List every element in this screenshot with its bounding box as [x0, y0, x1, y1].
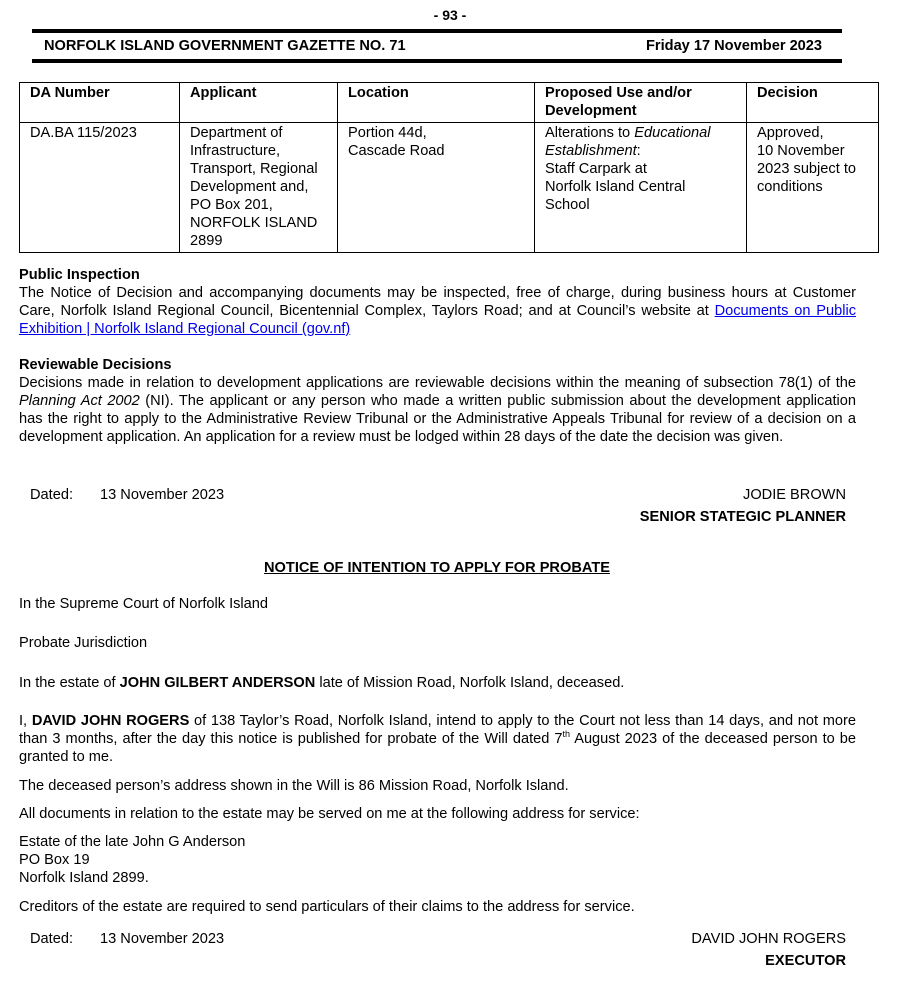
use-line-1 [545, 124, 736, 142]
creditors-statement: Creditors of the estate are required to send particulars of their claims to the address for service. [19, 899, 635, 915]
public-inspection-heading: Public Inspection [19, 267, 140, 283]
table-row [20, 123, 879, 253]
location-line: Cascade Road [348, 143, 445, 159]
col-header-applicant: Applicant [180, 83, 338, 123]
estate-post: late of Mission Road, Norfolk Island, deceased. [315, 675, 625, 691]
planning-act: Planning Act 2002 [19, 393, 140, 409]
gazette-title: NORFOLK ISLAND GOVERNMENT GAZETTE NO. 71 [44, 38, 406, 54]
decision-line: Approved, [757, 125, 824, 141]
cell-applicant [180, 123, 338, 253]
col-header-decision: Decision [747, 83, 879, 123]
signoff-1-name: JODIE BROWN [743, 487, 846, 503]
public-inspection-text [19, 284, 856, 338]
intent-end: August 2023 of the deceased person to be granted to me. [19, 731, 856, 765]
applicant-line: Department of [190, 125, 283, 141]
cell-da-number [20, 123, 180, 253]
cell-decision [747, 123, 879, 253]
estate-pre: In the estate of [19, 675, 120, 691]
use-italic-2: Establishment [545, 143, 637, 159]
use-colon: : [636, 143, 641, 159]
decision-line: 10 November [757, 143, 845, 159]
executor-name-inline: DAVID JOHN ROGERS [31, 713, 190, 729]
signoff-2-name: DAVID JOHN ROGERS [691, 931, 846, 947]
applicant-line: Development and, [190, 179, 309, 195]
signoff-2-dated-label: Dated: [30, 931, 73, 947]
public-exhibition-link[interactable]: Documents on Public Exhibition | Norfolk Island Regional Council (gov.nf) [19, 303, 856, 337]
applicant-line: Transport, Regional [190, 161, 318, 177]
page-number: - 93 - [433, 7, 467, 23]
intent-pre: I, [19, 713, 32, 729]
applicant-line: Infrastructure, [190, 143, 281, 159]
col-header-da-number: DA Number [20, 83, 180, 123]
intent-text: of 138 Taylor’s Road, Norfolk Island, intend to apply to the Court not less than 14 days, and not more than 3 months, after the day this notice is published for probate of the Will dated 7 [19, 713, 856, 747]
gazette-date: Friday 17 November 2023 [646, 38, 823, 54]
estate-line [19, 674, 856, 692]
reviewable-decisions-section [19, 356, 856, 446]
col-header-proposed-use: Proposed Use and/or Development [535, 83, 747, 123]
signoff-2-dated-value: 13 November 2023 [100, 931, 225, 947]
service-address [19, 833, 856, 887]
header-rule-top [32, 29, 842, 33]
table-header-row [20, 83, 879, 123]
reviewable-body-2: (NI). The applicant or any person who made a written public submission about the development application has the right to apply to the Administrative Review Tribunal or the Administrative Appeals Tribunal for review of a decision on a development application. An application for a review must be lodged within 28 days of the date the decision was given. [19, 393, 856, 445]
use-italic-1: Educational [634, 125, 711, 141]
public-inspection-section [19, 266, 856, 338]
service-statement: All documents in relation to the estate may be served on me at the following address for service: [19, 806, 640, 822]
use-line-4: Norfolk Island Central [545, 179, 686, 195]
signoff-2-title: EXECUTOR [765, 953, 846, 969]
applicant-line: NORFOLK ISLAND [190, 215, 318, 231]
deceased-name: JOHN GILBERT ANDERSON [119, 675, 316, 691]
intention-paragraph [19, 712, 856, 766]
cell-proposed-use [535, 123, 747, 253]
da-number: DA.BA 115/2023 [30, 125, 137, 141]
location-line: Portion 44d, [348, 125, 427, 141]
address-line: PO Box 19 [19, 852, 90, 868]
decision-line: conditions [757, 179, 823, 195]
signoff-1-dated-value: 13 November 2023 [100, 487, 225, 503]
address-line: Norfolk Island 2899. [19, 870, 149, 886]
decision-line: 2023 subject to [757, 161, 856, 177]
col-header-location: Location [338, 83, 535, 123]
reviewable-body-1: Decisions made in relation to development applications are reviewable decisions within the meaning of subsection 78(1) of the [19, 375, 856, 391]
development-application-table [19, 82, 879, 253]
signoff-1-dated-label: Dated: [30, 487, 73, 503]
public-inspection-body: The Notice of Decision and accompanying documents may be inspected, free of charge, during business hours at Customer Care, Norfolk Island Regional Council, Bicentennial Complex, Taylors Road; and at Council’s website at [19, 285, 856, 319]
intent-sup: th [562, 729, 570, 740]
cell-location [338, 123, 535, 253]
probate-notice-title: NOTICE OF INTENTION TO APPLY FOR PROBATE [264, 560, 610, 576]
header-rule-bottom [32, 59, 842, 63]
use-line-5: School [545, 197, 590, 213]
use-line-3: Staff Carpark at [545, 161, 647, 177]
applicant-line: 2899 [190, 233, 223, 249]
court-name: In the Supreme Court of Norfolk Island [19, 596, 269, 612]
jurisdiction: Probate Jurisdiction [19, 635, 148, 651]
use-line-2 [545, 142, 736, 160]
use-prefix: Alterations to [545, 125, 635, 141]
reviewable-heading: Reviewable Decisions [19, 357, 172, 373]
reviewable-text [19, 374, 856, 446]
address-statement: The deceased person’s address shown in the Will is 86 Mission Road, Norfolk Island. [19, 778, 569, 794]
signoff-1-title: SENIOR STATEGIC PLANNER [639, 509, 846, 525]
address-line: Estate of the late John G Anderson [19, 834, 246, 850]
applicant-line: PO Box 201, [190, 197, 273, 213]
